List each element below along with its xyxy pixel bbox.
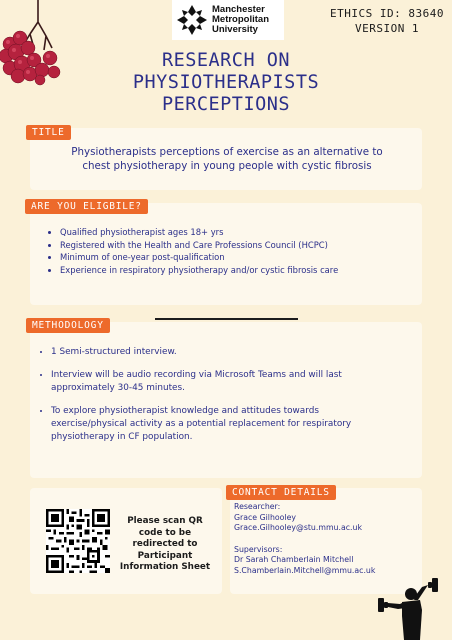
supervisor-name: Dr Sarah Chamberlain Mitchell <box>234 555 354 564</box>
researcher-email[interactable]: Grace.Gilhooley@stu.mmu.ac.uk <box>234 523 362 532</box>
eligibility-list <box>44 226 414 276</box>
contact-details <box>234 502 420 576</box>
ethics-info <box>330 6 444 36</box>
contact-tag: CONTACT DETAILS <box>226 485 336 500</box>
university-logo <box>172 0 284 40</box>
university-name: Manchester Metropolitan University <box>212 4 269 35</box>
version-label: VERSION 1 <box>354 22 420 35</box>
methodology-tag: METHODOLOGY <box>26 318 110 333</box>
divider <box>155 318 298 320</box>
list-item: • Qualified physiotherapist ages 18+ yrs <box>60 226 414 239</box>
ethics-id: ETHICS ID: 83640 <box>330 7 444 20</box>
list-item: • Interview will be audio recording via Microsoft Teams and will last approximately 30-45 minutes. <box>51 369 377 395</box>
researcher-label: Researcher: <box>234 502 281 511</box>
weightlifter-icon <box>376 576 446 640</box>
list-item: • To explore physiotherapist knowledge and attitudes towards exercise/physical activity as a potential replacement for respiratory physiotherapy in CF population. <box>51 405 377 444</box>
university-logo-icon <box>175 3 209 37</box>
study-title: Physiotherapists perceptions of exercise as an alternative to chest physiotherapy in young people with cystic fibrosis <box>71 146 383 172</box>
qr-code-icon[interactable] <box>46 509 110 573</box>
list-item: • Registered with the Health and Care Professions Council (HCPC) <box>60 239 414 252</box>
list-item: • Experience in respiratory physiotherapy and/or cystic fibrosis care <box>60 264 414 277</box>
title-tag: TITLE <box>26 125 71 140</box>
list-item: • Minimum of one-year post-qualification <box>60 251 414 264</box>
qr-instructions: Please scan QR code to be redirected to Participant Information Sheet <box>119 516 211 572</box>
supervisors-label: Supervisors: <box>234 544 283 554</box>
researcher-name: Grace Gilhooley <box>234 512 297 522</box>
methodology-list <box>37 346 377 454</box>
eligibility-tag: ARE YOU ELIGBILE? <box>25 199 148 214</box>
supervisor-email[interactable]: S.Chamberlain.Mitchell@mmu.ac.uk <box>234 565 376 575</box>
list-item: • 1 Semi-structured interview. <box>51 346 377 359</box>
page-title: RESEARCH ON PHYSIOTHERAPISTS PERCEPTIONS <box>132 50 320 115</box>
